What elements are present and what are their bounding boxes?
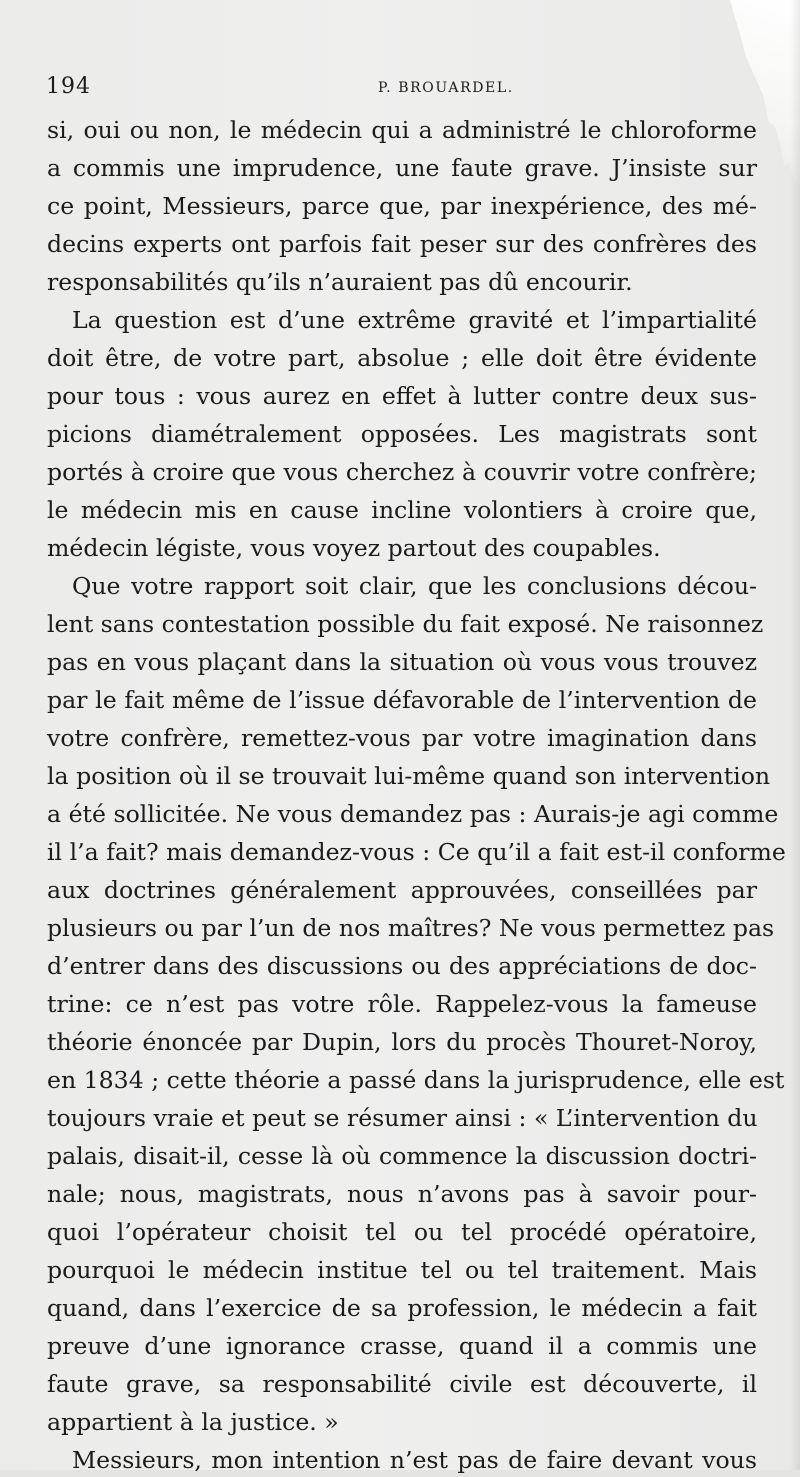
text-line: preuve d’une ignorance crasse, quand il a commis une — [47, 1332, 757, 1360]
page-edge-shadow — [790, 0, 800, 1470]
text-line: decins experts ont parfois fait peser sur des confrères des — [47, 230, 757, 258]
text-line: médecin légiste, vous voyez partout des coupables. — [47, 534, 661, 562]
text-line: appartient à la justice. » — [47, 1408, 339, 1436]
text-line: plusieurs ou par l’un de nos maîtres? Ne vous permettez pas — [47, 914, 775, 942]
text-line: nale; nous, magistrats, nous n’avons pas à savoir pour- — [47, 1180, 757, 1208]
text-line: toujours vraie et peut se résumer ainsi : « L’intervention du — [47, 1104, 758, 1132]
text-line: ce point, Messieurs, parce que, par inexpérience, des mé- — [47, 192, 757, 220]
text-line: la position où il se trouvait lui-même quand son intervention — [47, 762, 771, 790]
text-line: palais, disait-il, cesse là où commence la discussion doctri- — [47, 1142, 757, 1170]
text-line: trine: ce n’est pas votre rôle. Rappelez-vous la fameuse — [47, 990, 757, 1018]
text-line: pourquoi le médecin institue tel ou tel traitement. Mais — [47, 1256, 757, 1284]
text-line: il l’a fait? mais demandez-vous : Ce qu’il a fait est-il conforme — [47, 838, 786, 866]
page-number: 194 — [46, 74, 91, 99]
text-line: La question est d’une extrême gravité et l’impartialité — [72, 306, 757, 334]
text-line: théorie énoncée par Dupin, lors du procès Thouret-Noroy, — [47, 1028, 757, 1056]
text-line: faute grave, sa responsabilité civile est découverte, il — [47, 1370, 757, 1398]
text-line: Que votre rapport soit clair, que les conclusions décou- — [72, 572, 757, 600]
text-line: le médecin mis en cause incline volontiers à croire que, — [47, 496, 757, 524]
text-line: pas en vous plaçant dans la situation où vous vous trouvez — [47, 648, 757, 676]
page-header — [46, 74, 746, 104]
text-line: pour tous : vous aurez en effet à lutter contre deux sus- — [47, 382, 757, 410]
text-line: en 1834 ; cette théorie a passé dans la jurisprudence, elle est — [47, 1066, 785, 1094]
text-line: quand, dans l’exercice de sa profession, le médecin a fait — [47, 1294, 757, 1322]
text-line: d’entrer dans des discussions ou des appréciations de doc- — [47, 952, 757, 980]
text-line: responsabilités qu’ils n’auraient pas dû encourir. — [47, 268, 633, 296]
text-line: votre confrère, remettez-vous par votre imagination dans — [47, 724, 757, 752]
running-head: P. BROUARDEL. — [378, 80, 514, 96]
text-line: a commis une imprudence, une faute grave. J’insiste sur — [47, 154, 757, 182]
text-line: quoi l’opérateur choisit tel ou tel procédé opératoire, — [47, 1218, 757, 1246]
text-line: lent sans contestation possible du fait exposé. Ne raisonnez — [47, 610, 764, 638]
text-line: Messieurs, mon intention n’est pas de faire devant vous — [72, 1446, 757, 1474]
text-line: a été sollicitée. Ne vous demandez pas : Aurais-je agi comme — [47, 800, 779, 828]
text-line: aux doctrines généralement approuvées, conseillées par — [47, 876, 757, 904]
text-line: si, oui ou non, le médecin qui a administré le chloroforme — [47, 116, 757, 144]
text-line: picions diamétralement opposées. Les magistrats sont — [47, 420, 757, 448]
text-line: portés à croire que vous cherchez à couvrir votre confrère; — [47, 458, 757, 486]
text-line: par le fait même de l’issue défavorable de l’intervention de — [47, 686, 757, 714]
text-line: doit être, de votre part, absolue ; elle doit être évidente — [47, 344, 757, 372]
